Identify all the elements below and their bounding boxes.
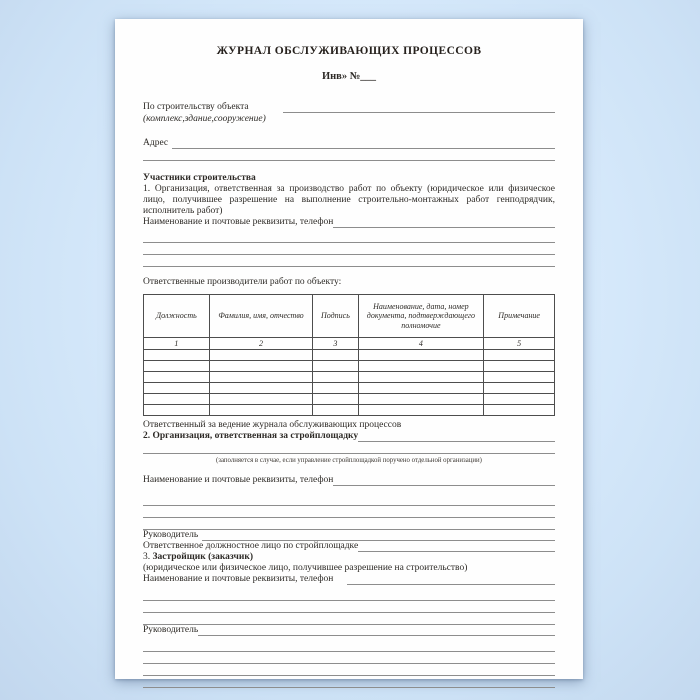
participants-heading: Участники строительства (143, 173, 256, 183)
trailing-blank-line (143, 652, 555, 664)
empty-cell (358, 350, 484, 361)
requisites-field-line-3 (347, 574, 555, 585)
requisites-field-line-2 (333, 475, 555, 486)
developer-heading-row (143, 552, 555, 563)
empty-cell (484, 383, 555, 394)
head-field-line-2 (198, 625, 555, 636)
requisites-row-2 (143, 475, 555, 486)
empty-cell (209, 350, 313, 361)
site-org-note: (заполняется в случае, если управление стройплощадкой поручено отдельной организации) (216, 457, 482, 464)
object-row (143, 102, 555, 113)
developer-hint: (юридическое или физическое лицо, получившее разрешение на строительство) (143, 563, 468, 573)
object-field-line (283, 102, 555, 113)
col-number: 5 (484, 338, 555, 350)
address-field-line (172, 138, 555, 149)
requisites-blank-line (143, 601, 555, 613)
producers-table-empty-row (144, 405, 555, 416)
inventory-number: Инв» №___ (321, 71, 377, 82)
col-header-document: Наименование, дата, номер документа, подтверждающего полномочие (358, 295, 484, 338)
empty-cell (209, 405, 313, 416)
site-org-row (143, 431, 555, 442)
empty-cell (313, 405, 358, 416)
head-label-2: Руководитель (143, 625, 199, 635)
empty-cell (209, 383, 313, 394)
requisites-label-2: Наименование и почтовые реквизиты, телефон (143, 475, 334, 485)
developer-heading: Застройщик (заказчик) (152, 552, 254, 562)
official-row (143, 541, 555, 552)
object-hint: (комплекс,здание,сооружение) (143, 114, 266, 124)
developer-number: 3. (143, 552, 153, 562)
site-org-field-line (358, 431, 555, 442)
producers-table-empty-row (144, 383, 555, 394)
site-org-field-line-2 (143, 442, 555, 454)
producers-table (143, 294, 555, 416)
requisites-label-3: Наименование и почтовые реквизиты, телефон (143, 574, 334, 584)
address-field-line-2 (143, 149, 555, 161)
empty-cell (144, 361, 210, 372)
requisites-label-1: Наименование и почтовые реквизиты, телефон (143, 217, 334, 227)
requisites-blank-line (143, 231, 555, 243)
requisites-blank-line (143, 255, 555, 267)
head-label-1: Руководитель (143, 530, 199, 540)
empty-cell (144, 383, 210, 394)
head-row-2 (143, 625, 555, 636)
empty-cell (209, 361, 313, 372)
producers-table-empty-row (144, 394, 555, 405)
producers-table-header-row (144, 295, 555, 338)
col-header-name: Фамилия, имя, отчество (209, 295, 313, 338)
col-header-remark: Примечание (484, 295, 555, 338)
col-number: 1 (144, 338, 210, 350)
requisites-blank-line (143, 243, 555, 255)
address-row (143, 138, 555, 149)
empty-cell (358, 394, 484, 405)
empty-cell (144, 350, 210, 361)
address-label: Адрес (143, 138, 169, 148)
col-header-signature: Подпись (313, 295, 358, 338)
col-header-position: Должность (144, 295, 210, 338)
head-row-1 (143, 530, 555, 541)
empty-cell (144, 372, 210, 383)
producers-table-caption: Ответственные производители работ по объекту: (143, 277, 342, 287)
empty-cell (358, 372, 484, 383)
site-org-heading: 2. Организация, ответственная за стройплощадку (143, 431, 359, 441)
col-number: 3 (313, 338, 358, 350)
trailing-blank-line (143, 664, 555, 676)
official-label: Ответственное должностное лицо по стройплощадке (143, 541, 359, 551)
empty-cell (209, 372, 313, 383)
requisites-blank-line (143, 589, 555, 601)
empty-cell (313, 350, 358, 361)
requisites-blank-line (143, 613, 555, 625)
head-field-line-1 (202, 530, 555, 541)
empty-cell (358, 361, 484, 372)
requisites-row-1 (143, 217, 555, 228)
requisites-blank-line (143, 506, 555, 518)
requisites-blank-line (143, 518, 555, 530)
producers-table-empty-row (144, 350, 555, 361)
empty-cell (144, 394, 210, 405)
requisites-blank-line (143, 494, 555, 506)
empty-cell (144, 405, 210, 416)
col-number: 4 (358, 338, 484, 350)
trailing-blank-line (143, 640, 555, 652)
document-page (115, 19, 583, 679)
empty-cell (358, 405, 484, 416)
journal-keeper-label: Ответственный за ведение журнала обслуживающих процессов (143, 420, 402, 430)
empty-cell (209, 394, 313, 405)
empty-cell (484, 405, 555, 416)
requisites-field-line-1 (333, 217, 555, 228)
object-label: По строительству объекта (143, 102, 249, 112)
requisites-row-3 (143, 574, 555, 585)
empty-cell (313, 394, 358, 405)
empty-cell (484, 372, 555, 383)
empty-cell (484, 350, 555, 361)
official-field-line (358, 541, 555, 552)
empty-cell (358, 383, 484, 394)
producers-table-number-row (144, 338, 555, 350)
producers-table-body (144, 350, 555, 416)
document-title: ЖУРНАЛ ОБСЛУЖИВАЮЩИХ ПРОЦЕССОВ (216, 45, 482, 57)
col-number: 2 (209, 338, 313, 350)
empty-cell (313, 372, 358, 383)
empty-cell (313, 361, 358, 372)
empty-cell (313, 383, 358, 394)
producers-table-empty-row (144, 361, 555, 372)
trailing-blank-line (143, 676, 555, 688)
producers-table-empty-row (144, 372, 555, 383)
clause-1-text: 1. Организация, ответственная за производство работ по объекту (юридическое или физическое лицо, получившее разрешение на выполнение строительно-монтажных работ генподрядчик, исполнитель работ) (143, 184, 555, 216)
empty-cell (484, 361, 555, 372)
empty-cell (484, 394, 555, 405)
